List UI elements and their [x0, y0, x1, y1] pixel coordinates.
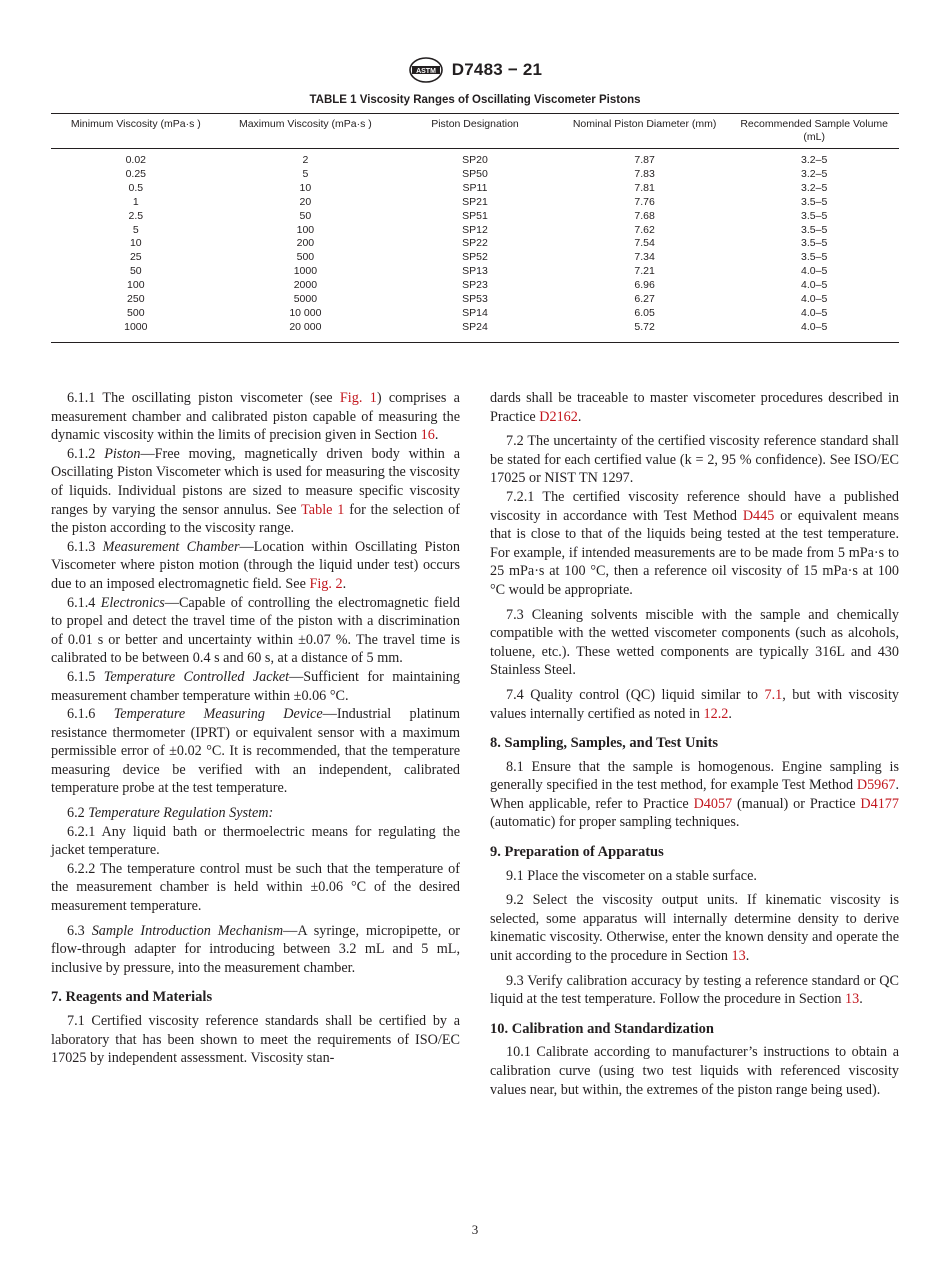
table-cell: 1000 [124, 320, 148, 333]
para-9-3: 9.3 Verify calibration accuracy by testing a reference standard or QC liquid at the test temperature. Follow the procedure in Section 13. [490, 972, 899, 1008]
para-7-1-continued: dards shall be traceable to master viscometer procedures described in Practice D2162. [490, 390, 899, 425]
table-cell: 6.27 [634, 293, 655, 306]
table-cell: 2000 [293, 279, 318, 292]
table-cell: 20 000 [289, 320, 322, 333]
para-9-2: 9.2 Select the viscosity output units. If kinematic viscosity is selected, some apparatus will internally determine density to derive kinematic viscosity. Otherwise, enter the known density and operate the unit according to the procedure in Section 13. [490, 892, 899, 965]
table-cell: 6.96 [634, 279, 655, 292]
page-number: 3 [471, 1222, 479, 1237]
para-7-4: 7.4 Quality control (QC) liquid similar to 7.1, but with viscosity values internally certified as noted in 12.2. [490, 686, 899, 722]
para-7-3: 7.3 Cleaning solvents miscible with the sample and chemically compatible with the wetted viscometer components (such as alcohols, toluene, etc.). These wetted components are typically 316L and 430 Stainless Steel. [490, 606, 899, 679]
table-cell: 5.72 [634, 320, 655, 333]
table-cell: 4.0–5 [801, 306, 828, 319]
section-13-link[interactable]: 13 [845, 991, 860, 1008]
table-row [51, 279, 899, 293]
table-cell: 5 [302, 167, 309, 180]
column-header: Minimum Viscosity (mPa·s ) [70, 118, 201, 130]
fig-1-link[interactable]: Fig. 1 [339, 390, 377, 406]
table-cell: SP20 [462, 154, 488, 166]
table-cell: 2.5 [128, 209, 144, 222]
section-7-1-link[interactable]: 7.1 [764, 686, 783, 703]
table-cell: 50 [299, 209, 312, 222]
para-6-1-2: 6.1.2 Piston—Free moving, magnetically driven body within a Oscillating Piston Viscometer which is used for measuring the viscosity of liquids. Individual pistons are sized to measure specific viscosity ranges by varying the sensor annulus. See Table 1 for the selection of the piston according to the viscosity range. [51, 445, 461, 537]
table-cell: 0.02 [125, 154, 147, 166]
page-header [0, 56, 950, 89]
table-cell: 0.5 [128, 181, 144, 194]
table-cell: SP12 [462, 223, 488, 236]
table-cell: 7.83 [634, 167, 655, 180]
table-cell: SP13 [462, 265, 488, 278]
para-6-1-4: 6.1.4 Electronics—Capable of controlling the electromagnetic field to propel and detect the travel time of the piston with a discrimination of 0.01 s or better and uncertainty within ±0.07 %. The travel time is calibrated to be between 0.4 s and 60 s, at a distance of 5 mm. [51, 594, 460, 667]
table-cell: 7.76 [634, 195, 655, 208]
table-cell: SP11 [462, 181, 488, 194]
d445-link[interactable]: D445 [742, 507, 775, 524]
section-13-link[interactable]: 13 [731, 948, 746, 965]
left-column [51, 389, 460, 1068]
table-cell: 100 [296, 223, 315, 236]
table-cell: 20 [299, 195, 312, 208]
table-cell: 7.81 [634, 181, 655, 194]
svg-text:ASTM: ASTM [415, 67, 436, 75]
table-row [51, 321, 899, 342]
table-cell: SP24 [462, 320, 488, 333]
table-row [51, 210, 899, 224]
table-row [51, 182, 899, 196]
para-6-1-1: 6.1.1 The oscillating piston viscometer (see Fig. 1) comprises a measurement chamber and calibrated piston capable of measuring the dynamic viscosity within the limits of precision given in Section 16. [51, 390, 460, 444]
table-row [51, 237, 899, 251]
table-cell: 3.5–5 [801, 209, 828, 222]
table-cell: 4.0–5 [801, 293, 828, 306]
table-cell: 7.68 [634, 209, 655, 222]
table-cell: 7.21 [634, 265, 655, 278]
table-row [51, 168, 899, 182]
para-6-2-2: 6.2.2 The temperature control must be such that the temperature of the measurement chamber is held within ±0.06 °C of the desired measurement temperature. [51, 860, 460, 915]
viscosity-table [51, 113, 899, 343]
para-6-2: 6.2 Temperature Regulation System: [67, 805, 274, 822]
table-cell: 100 [127, 279, 145, 292]
fig-2-link[interactable]: Fig. 2 [309, 575, 343, 592]
table-cell: 5000 [293, 293, 318, 306]
table-cell: 3.2–5 [801, 154, 828, 166]
table-cell: SP14 [462, 306, 488, 319]
table-cell: 0.25 [125, 167, 147, 180]
table-cell: 3.5–5 [801, 195, 828, 208]
table-row [51, 307, 899, 321]
d2162-link[interactable]: D2162 [539, 408, 578, 425]
column-header: Piston Designation [431, 118, 519, 130]
column-header: Maximum Viscosity (mPa·s ) [238, 118, 372, 130]
table-cell: SP21 [462, 195, 488, 208]
table-cell: 4.0–5 [801, 279, 828, 292]
table-cell: 1000 [293, 265, 318, 278]
astm-logo-icon [408, 56, 444, 84]
table-cell: 50 [129, 265, 142, 278]
para-10-1: 10.1 Calibrate according to manufacturer’s instructions to obtain a calibration curve (using two test liquids with referenced viscosity values near, but within, the extremes of the piston range being used). [490, 1044, 899, 1098]
table-cell: SP52 [462, 251, 488, 264]
table-cell: 500 [127, 306, 145, 319]
d4057-link[interactable]: D4057 [693, 795, 733, 812]
table-row [51, 149, 899, 168]
table-cell: 3.5–5 [801, 237, 828, 250]
table-cell: 3.2–5 [801, 167, 828, 180]
para-6-1-5: 6.1.5 Temperature Controlled Jacket—Sufficient for maintaining measurement chamber temperature within ±0.06 °C. [51, 668, 460, 704]
table-row [51, 224, 899, 238]
column-header: Recommended Sample Volume (mL) [740, 118, 889, 143]
section-9-heading: 9. Preparation of Apparatus [490, 844, 664, 861]
table-cell: SP53 [462, 293, 488, 306]
standard-designation: D7483 − 21 [451, 60, 543, 79]
table-cell: 10 000 [289, 306, 322, 319]
para-9-1: 9.1 Place the viscometer on a stable surface. [506, 867, 757, 884]
table-cell: 7.62 [634, 223, 655, 236]
table-cell: SP50 [462, 167, 488, 180]
section-8-heading: 8. Sampling, Samples, and Test Units [490, 735, 719, 752]
para-7-2: 7.2 The uncertainty of the certified viscosity reference standard shall be stated for each certified value (k = 2, 95 % confidence). See ISO/EC 17025 or NIST TN 1297. [490, 433, 899, 487]
section-16-link[interactable]: 16 [420, 427, 435, 444]
table-cell: 7.54 [634, 237, 655, 250]
table-cell: 500 [296, 251, 315, 264]
table-cell: 200 [296, 237, 315, 250]
table-cell: 3.2–5 [801, 181, 828, 194]
table-1-link[interactable]: Table 1 [301, 501, 345, 518]
table-cell: 7.34 [634, 251, 655, 264]
table-cell: SP51 [462, 209, 488, 222]
table-cell: SP23 [462, 279, 488, 292]
table-cell: 3.5–5 [801, 223, 828, 236]
d4177-link[interactable]: D4177 [860, 795, 899, 812]
para-7-1: 7.1 Certified viscosity reference standards shall be certified by a laboratory that has been shown to meet the requirements of ISO/EC 17025 by independent assessment. Viscosity stan- [51, 1013, 460, 1067]
table-cell: 3.5–5 [801, 251, 828, 264]
section-10-heading: 10. Calibration and Standardization [490, 1020, 714, 1037]
table-body [51, 149, 899, 343]
para-6-1-6: 6.1.6 Temperature Measuring Device—Industrial platinum resistance thermometer (IPRT) or equivalent sensor with a maximum permissible error of ±0.02 °C. It is recommended, that the temperature measuring device be verified with an independent, calibrated temperature probe at the test temperature. [51, 706, 460, 797]
section-7-heading: 7. Reagents and Materials [51, 989, 213, 1006]
para-8-1: 8.1 Ensure that the sample is homogenous. Engine sampling is generally specified in the test method, for example Test Method D5967. When applicable, refer to Practice D4057 (manual) or Practice D4177 (automatic) for proper sampling techniques. [490, 758, 899, 831]
table-cell: 250 [127, 293, 145, 306]
para-6-3: 6.3 Sample Introduction Mechanism—A syringe, micropipette, or flow-through adapter for introducing between 3.2 mL and 5 mL, inclusive by pressure, into the measurement chamber. [51, 922, 461, 976]
table-cell: 6.05 [634, 306, 655, 319]
table-row [51, 251, 899, 265]
table-cell: 10 [129, 237, 142, 250]
section-12-2-link[interactable]: 12.2 [703, 705, 729, 722]
column-header: Nominal Piston Diameter (mm) [572, 118, 717, 130]
table-cell: 25 [129, 251, 142, 264]
table-row [51, 196, 899, 210]
table-cell: 2 [302, 154, 309, 166]
table-cell: 1 [132, 195, 139, 208]
para-7-2-1: 7.2.1 The certified viscosity reference should have a published viscosity in accordance with Test Method D445 or equivalent means that is close to that of the liquids being tested at the test temperature. For example, if intended measurements are to be made from 5 mPa·s to 25 mPa·s at 100 °C, then a reference oil viscosity of 15 mPa·s at 100 °C would be appropriate. [490, 488, 899, 598]
table-row [51, 265, 899, 279]
table-cell: 10 [299, 181, 312, 194]
para-6-1-3: 6.1.3 Measurement Chamber—Location within Oscillating Piston Viscometer where piston motion (through the liquid under test) occurs due to an imposed electromagnetic field. See Fig. 2. [51, 538, 460, 592]
table-cell: 5 [132, 223, 139, 236]
para-6-2-1: 6.2.1 Any liquid bath or thermoelectric means for regulating the jacket temperature. [51, 823, 460, 859]
table-cell: SP22 [462, 237, 488, 250]
table-cell: 4.0–5 [801, 265, 828, 278]
table-header-row [51, 114, 899, 149]
right-column [490, 389, 899, 1099]
table-cell: 4.0–5 [801, 320, 828, 333]
table-cell: 7.87 [634, 154, 655, 166]
table-title: TABLE 1 Viscosity Ranges of Oscillating Viscometer Pistons [309, 94, 641, 106]
table-row [51, 293, 899, 307]
d5967-link[interactable]: D5967 [856, 777, 896, 794]
